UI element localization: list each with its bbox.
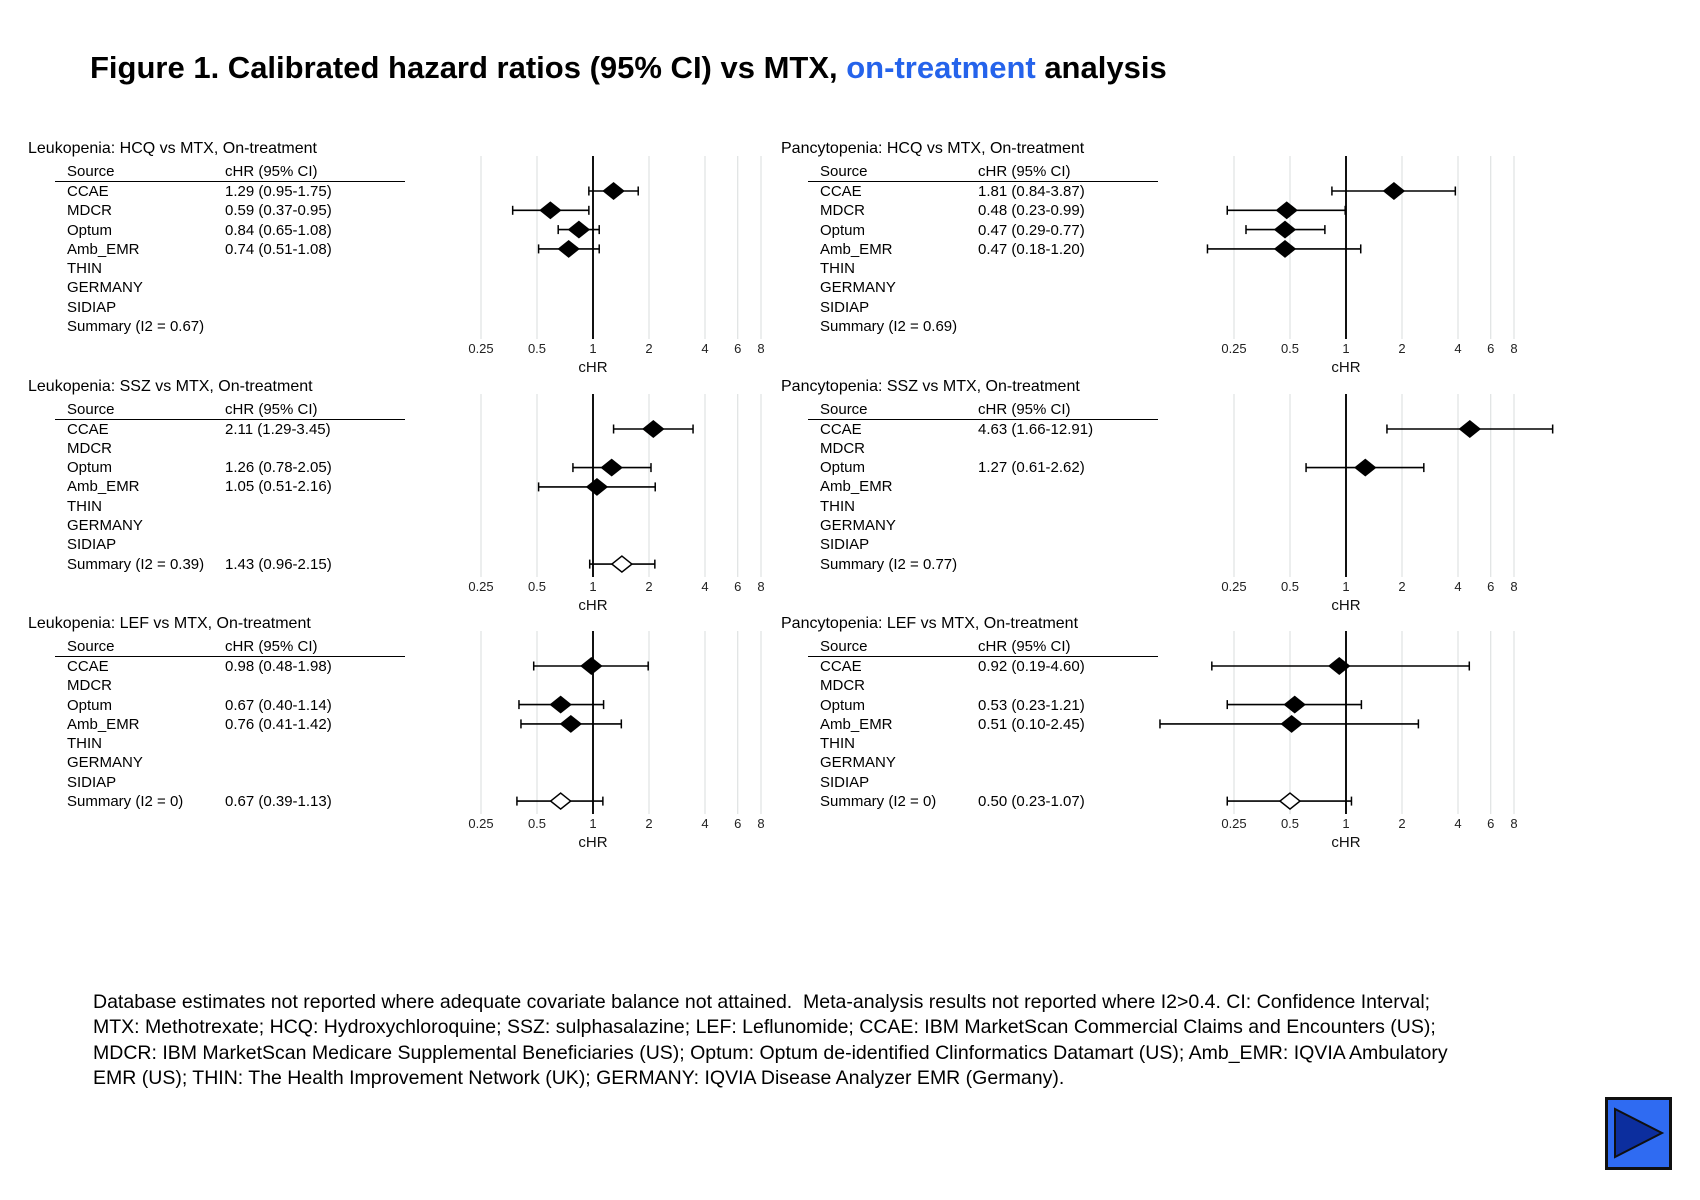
axis-tick-label: 4 [1454, 578, 1462, 594]
forest-panel [25, 138, 820, 376]
source-label: GERMANY [820, 754, 896, 772]
axis-tick-label: 1 [1342, 341, 1350, 356]
chr-value [978, 317, 1158, 336]
summary-row [808, 792, 1158, 811]
chr-value [225, 535, 405, 554]
axis-tick-label: 1 [1342, 816, 1350, 831]
estimates-table-header [55, 162, 405, 182]
axis-tick-label: 6 [1487, 578, 1495, 594]
chr-header: cHR (95% CI) [978, 163, 1071, 180]
table-row [808, 535, 1158, 554]
table-row [55, 753, 405, 772]
source-label: GERMANY [820, 279, 896, 297]
axis-tick-label: 0.5 [1280, 816, 1300, 831]
point-diamond [1384, 183, 1404, 199]
estimate-Optum [1306, 459, 1424, 475]
source-label: THIN [820, 260, 855, 278]
axis-tick-label: 2 [645, 578, 653, 594]
chr-value: 1.26 (0.78-2.05) [225, 459, 332, 477]
axis-label: cHR [578, 359, 608, 376]
estimates-table [55, 400, 405, 574]
estimate-Optum [1246, 222, 1325, 238]
chr-value: 0.53 (0.23-1.21) [978, 696, 1085, 714]
panel-title: Leukopenia: LEF vs MTX, On-treatment [28, 615, 311, 632]
forest-plot [1133, 156, 1573, 391]
axis-tick-label: 4 [701, 341, 709, 356]
chr-value [225, 753, 405, 772]
chr-value [225, 439, 405, 458]
chr-value: 0.92 (0.19-4.60) [978, 658, 1085, 675]
table-row [808, 497, 1158, 516]
table-row [55, 676, 405, 695]
table-row [808, 734, 1158, 753]
source-label: CCAE [820, 183, 862, 200]
axis-tick-label: 6 [734, 816, 742, 831]
summary-estimate-Summary (I2 = 0.39) [590, 556, 655, 572]
table-row [808, 420, 1158, 439]
source-label: Optum [820, 696, 866, 714]
estimates-table-header [808, 162, 1158, 182]
chr-value [978, 298, 1158, 317]
source-label: THIN [820, 497, 855, 515]
source-header: Source [820, 638, 868, 655]
estimates-table [808, 637, 1158, 811]
figure-title-prefix: Figure 1. Calibrated hazard ratios (95% CI) vs MTX, [90, 50, 847, 85]
source-label: SIDIAP [67, 773, 117, 791]
table-row [808, 753, 1158, 772]
axis-tick-label: 0.5 [1280, 341, 1300, 356]
table-row [55, 715, 405, 734]
chr-header: cHR (95% CI) [225, 638, 318, 655]
table-row [55, 516, 405, 535]
chr-value [978, 535, 1158, 554]
table-row [55, 696, 405, 715]
chr-value [225, 676, 405, 695]
axis-tick-label: 0.25 [468, 341, 494, 356]
source-label: THIN [67, 260, 102, 278]
chr-header: cHR (95% CI) [978, 400, 1071, 418]
panel-title: Pancytopenia: SSZ vs MTX, On-treatment [781, 377, 1080, 395]
estimate-Amb_EMR [521, 716, 621, 732]
chr-value: 1.81 (0.84-3.87) [978, 183, 1085, 200]
chr-value [978, 259, 1158, 278]
axis-label: cHR [1331, 834, 1361, 851]
source-label: Optum [67, 459, 113, 477]
source-label: Summary (I2 = 0) [820, 793, 937, 811]
chr-value [978, 773, 1158, 792]
source-label: MDCR [820, 202, 865, 220]
summary-diamond [551, 793, 571, 809]
point-diamond [559, 241, 579, 257]
source-label: GERMANY [67, 516, 143, 534]
table-row [808, 458, 1158, 477]
chr-value: 0.67 (0.40-1.14) [225, 696, 332, 714]
point-diamond [1275, 222, 1295, 238]
table-row [55, 278, 405, 297]
chr-value: 0.67 (0.39-1.13) [225, 793, 332, 811]
panel-title: Leukopenia: HCQ vs MTX, On-treatment [28, 140, 317, 157]
axis-tick-label: 8 [757, 341, 765, 356]
table-row [55, 657, 405, 676]
chr-value [978, 278, 1158, 297]
estimate-CCAE [589, 183, 638, 199]
forest-plot [1133, 394, 1573, 629]
next-slide-button[interactable] [1605, 1097, 1672, 1170]
source-label: SIDIAP [820, 536, 870, 554]
axis-tick-label: 0.5 [527, 816, 547, 831]
chr-value [225, 773, 405, 792]
axis-tick-label: 1 [589, 816, 597, 831]
estimate-Amb_EMR [1207, 241, 1360, 257]
chr-value [225, 298, 405, 317]
estimate-Amb_EMR [1160, 716, 1418, 732]
estimates-table [808, 162, 1158, 336]
point-diamond [1355, 459, 1375, 475]
table-row [55, 201, 405, 220]
table-row [808, 240, 1158, 259]
source-label: THIN [67, 735, 102, 753]
chr-value [978, 516, 1158, 535]
source-label: CCAE [67, 183, 109, 200]
axis-tick-label: 2 [1398, 578, 1406, 594]
chr-value: 1.05 (0.51-2.16) [225, 478, 332, 496]
chr-value [978, 477, 1158, 496]
forest-panel [778, 613, 1573, 851]
point-diamond [643, 421, 663, 437]
chr-value: 0.59 (0.37-0.95) [225, 202, 332, 220]
estimate-CCAE [1332, 183, 1455, 199]
chr-value: 0.98 (0.48-1.98) [225, 658, 332, 675]
table-row [55, 259, 405, 278]
source-label: Summary (I2 = 0) [67, 793, 184, 811]
axis-tick-label: 1 [1342, 578, 1350, 594]
axis-tick-label: 6 [1487, 816, 1495, 831]
axis-tick-label: 0.25 [1221, 816, 1247, 831]
chr-value: 0.48 (0.23-0.99) [978, 202, 1085, 220]
forest-plot [380, 631, 820, 866]
source-label: Amb_EMR [820, 478, 893, 496]
chr-header: cHR (95% CI) [978, 638, 1071, 655]
forest-plot [1133, 631, 1573, 866]
estimate-CCAE [614, 421, 693, 437]
estimate-Optum [1227, 697, 1361, 713]
source-label: Optum [67, 696, 113, 714]
summary-estimate-Summary (I2 = 0) [517, 793, 603, 809]
source-label: MDCR [67, 677, 112, 695]
table-row [55, 298, 405, 317]
table-row [55, 182, 405, 201]
point-diamond [1277, 202, 1297, 218]
point-diamond [1282, 716, 1302, 732]
source-header: Source [67, 400, 115, 418]
axis-tick-label: 4 [701, 578, 709, 594]
axis-tick-label: 6 [1487, 341, 1495, 356]
chr-header: cHR (95% CI) [225, 163, 318, 180]
axis-tick-label: 0.25 [1221, 578, 1247, 594]
axis-tick-label: 6 [734, 341, 742, 356]
summary-row [55, 792, 405, 811]
axis-tick-label: 4 [1454, 341, 1462, 356]
estimates-table-header [55, 637, 405, 657]
source-label: Amb_EMR [67, 715, 140, 733]
chr-value: 1.43 (0.96-2.15) [225, 555, 332, 573]
table-row [808, 676, 1158, 695]
axis-tick-label: 0.25 [468, 816, 494, 831]
source-label: MDCR [67, 202, 112, 220]
point-diamond [602, 459, 622, 475]
chr-header: cHR (95% CI) [225, 400, 318, 418]
figure-title-highlight: on-treatment [846, 50, 1036, 85]
play-icon [1608, 1100, 1669, 1167]
axis-tick-label: 4 [1454, 816, 1462, 831]
forest-plot [380, 156, 820, 391]
source-label: Amb_EMR [67, 240, 140, 258]
chr-value: 4.63 (1.66-12.91) [978, 420, 1094, 438]
summary-row [55, 555, 405, 574]
table-row [808, 201, 1158, 220]
source-label: GERMANY [67, 754, 143, 772]
chr-value: 0.51 (0.10-2.45) [978, 715, 1085, 733]
table-row [808, 259, 1158, 278]
table-row [808, 278, 1158, 297]
chr-value [225, 259, 405, 278]
figure-title [90, 50, 1167, 86]
axis-tick-label: 0.5 [1280, 578, 1300, 594]
source-label: SIDIAP [820, 773, 870, 791]
estimate-Optum [573, 459, 651, 475]
source-label: THIN [820, 735, 855, 753]
summary-row [808, 317, 1158, 336]
table-row [808, 221, 1158, 240]
forest-panel-grid [25, 138, 1675, 853]
chr-value: 0.84 (0.65-1.08) [225, 221, 332, 239]
footnote: Database estimates not reported where adequate covariate balance not attained. Meta-analysis results not reported where I2>0.4. CI: Confidence Interval; MTX: Methotrexate; HCQ: Hydroxychloroquine; SSZ: sulphasalazine; LEF: Leflunomide; CCAE: IBM MarketScan Commercial Claims and Encounters (US); MDCR: IBM MarketScan Medicare Supplemental Beneficiaries (US); Optum: Optum de-identified Clinformatics Datamart (US); Amb_EMR: IQVIA Ambulatory EMR (US); THIN: The Health Improvement Network (UK); GERMANY: IQVIA Disease Analyzer EMR (Germany). [93, 991, 1454, 1090]
estimate-Optum [519, 697, 604, 713]
table-row [55, 497, 405, 516]
source-label: GERMANY [67, 279, 143, 297]
forest-plot [380, 394, 820, 629]
axis-label: cHR [1331, 596, 1361, 614]
chr-value [225, 734, 405, 753]
table-row [808, 696, 1158, 715]
axis-tick-label: 0.5 [527, 341, 547, 356]
table-row [55, 477, 405, 496]
source-header: Source [67, 163, 115, 180]
table-row [808, 182, 1158, 201]
summary-diamond [1280, 793, 1300, 809]
source-label: CCAE [67, 658, 109, 675]
table-row [55, 420, 405, 439]
axis-tick-label: 6 [734, 578, 742, 594]
source-label: SIDIAP [820, 298, 870, 316]
point-diamond [1285, 697, 1305, 713]
source-label: Summary (I2 = 0.69) [820, 318, 958, 336]
chr-value: 1.29 (0.95-1.75) [225, 183, 332, 200]
table-row [55, 439, 405, 458]
table-row [55, 535, 405, 554]
axis-tick-label: 0.25 [468, 578, 494, 594]
forest-panel [25, 613, 820, 851]
source-label: MDCR [820, 439, 865, 457]
table-row [55, 240, 405, 259]
axis-label: cHR [578, 834, 608, 851]
summary-row [808, 555, 1158, 574]
source-label: Amb_EMR [820, 715, 893, 733]
axis-tick-label: 0.5 [527, 578, 547, 594]
point-diamond [1275, 241, 1295, 257]
estimates-table-header [808, 400, 1158, 420]
point-diamond [540, 202, 560, 218]
summary-diamond [612, 556, 632, 572]
table-row [55, 221, 405, 240]
chr-value: 0.74 (0.51-1.08) [225, 240, 332, 258]
source-label: Optum [820, 459, 866, 477]
panel-title: Pancytopenia: LEF vs MTX, On-treatment [781, 615, 1079, 632]
point-diamond [551, 697, 571, 713]
point-diamond [587, 478, 607, 494]
source-label: SIDIAP [67, 536, 117, 554]
source-label: Amb_EMR [67, 478, 140, 496]
source-label: CCAE [820, 658, 862, 675]
axis-tick-label: 2 [1398, 816, 1406, 831]
source-label: Optum [67, 221, 113, 239]
chr-value [978, 555, 1158, 574]
chr-value: 2.11 (1.29-3.45) [225, 420, 331, 438]
axis-tick-label: 8 [1510, 578, 1518, 594]
source-header: Source [67, 638, 115, 655]
estimate-CCAE [534, 658, 648, 674]
chr-value [225, 278, 405, 297]
axis-tick-label: 0.25 [1221, 341, 1247, 356]
estimates-table [55, 637, 405, 811]
point-diamond [569, 222, 589, 238]
estimate-MDCR [1227, 202, 1345, 218]
table-row [808, 773, 1158, 792]
chr-value [978, 497, 1158, 516]
table-row [808, 715, 1158, 734]
chr-value [978, 753, 1158, 772]
forest-panel [778, 376, 1573, 614]
forest-panel [25, 376, 820, 614]
axis-tick-label: 1 [589, 578, 597, 594]
table-row [808, 516, 1158, 535]
source-label: Summary (I2 = 0.39) [67, 555, 205, 573]
axis-tick-label: 8 [757, 816, 765, 831]
estimates-table [808, 400, 1158, 574]
source-label: Optum [820, 221, 866, 239]
axis-label: cHR [1331, 359, 1361, 376]
summary-estimate-Summary (I2 = 0) [1227, 793, 1351, 809]
chr-value: 1.27 (0.61-2.62) [978, 459, 1085, 477]
point-diamond [581, 658, 601, 674]
table-row [55, 773, 405, 792]
axis-tick-label: 8 [1510, 816, 1518, 831]
table-row [55, 734, 405, 753]
chr-value: 0.47 (0.18-1.20) [978, 240, 1085, 258]
source-label: GERMANY [820, 516, 896, 534]
source-header: Source [820, 163, 868, 180]
source-label: MDCR [820, 677, 865, 695]
chr-value [978, 734, 1158, 753]
figure-title-suffix: analysis [1035, 50, 1167, 85]
chr-value: 0.76 (0.41-1.42) [225, 715, 332, 733]
axis-tick-label: 8 [757, 578, 765, 594]
source-label: Amb_EMR [820, 240, 893, 258]
point-diamond [561, 716, 581, 732]
point-diamond [1460, 421, 1480, 437]
estimate-Amb_EMR [539, 478, 656, 494]
chr-value: 0.50 (0.23-1.07) [978, 793, 1085, 811]
panel-title: Leukopenia: SSZ vs MTX, On-treatment [28, 377, 313, 395]
estimates-table-header [55, 400, 405, 420]
estimate-Amb_EMR [539, 241, 600, 257]
axis-tick-label: 2 [645, 816, 653, 831]
chr-value [225, 516, 405, 535]
chr-value [978, 439, 1158, 458]
source-label: CCAE [820, 420, 862, 438]
estimates-table-header [808, 637, 1158, 657]
chr-value: 0.47 (0.29-0.77) [978, 221, 1085, 239]
summary-row [55, 317, 405, 336]
chr-value [225, 497, 405, 516]
table-row [808, 477, 1158, 496]
table-row [55, 458, 405, 477]
source-label: Summary (I2 = 0.67) [67, 318, 205, 336]
axis-tick-label: 1 [589, 341, 597, 356]
estimates-table [55, 162, 405, 336]
source-header: Source [820, 400, 868, 418]
source-label: SIDIAP [67, 298, 117, 316]
chr-value [225, 317, 405, 336]
panel-title: Pancytopenia: HCQ vs MTX, On-treatment [781, 140, 1085, 157]
source-label: CCAE [67, 420, 109, 438]
estimate-MDCR [513, 202, 589, 218]
point-diamond [604, 183, 624, 199]
axis-tick-label: 8 [1510, 341, 1518, 356]
table-row [808, 439, 1158, 458]
chr-value [978, 676, 1158, 695]
axis-label: cHR [578, 596, 608, 614]
axis-tick-label: 2 [645, 341, 653, 356]
source-label: THIN [67, 497, 102, 515]
axis-tick-label: 4 [701, 816, 709, 831]
table-row [808, 657, 1158, 676]
axis-tick-label: 2 [1398, 341, 1406, 356]
table-row [808, 298, 1158, 317]
estimate-CCAE [1212, 658, 1469, 674]
source-label: MDCR [67, 439, 112, 457]
estimate-CCAE [1387, 421, 1553, 437]
forest-panel [778, 138, 1573, 376]
source-label: Summary (I2 = 0.77) [820, 555, 958, 573]
